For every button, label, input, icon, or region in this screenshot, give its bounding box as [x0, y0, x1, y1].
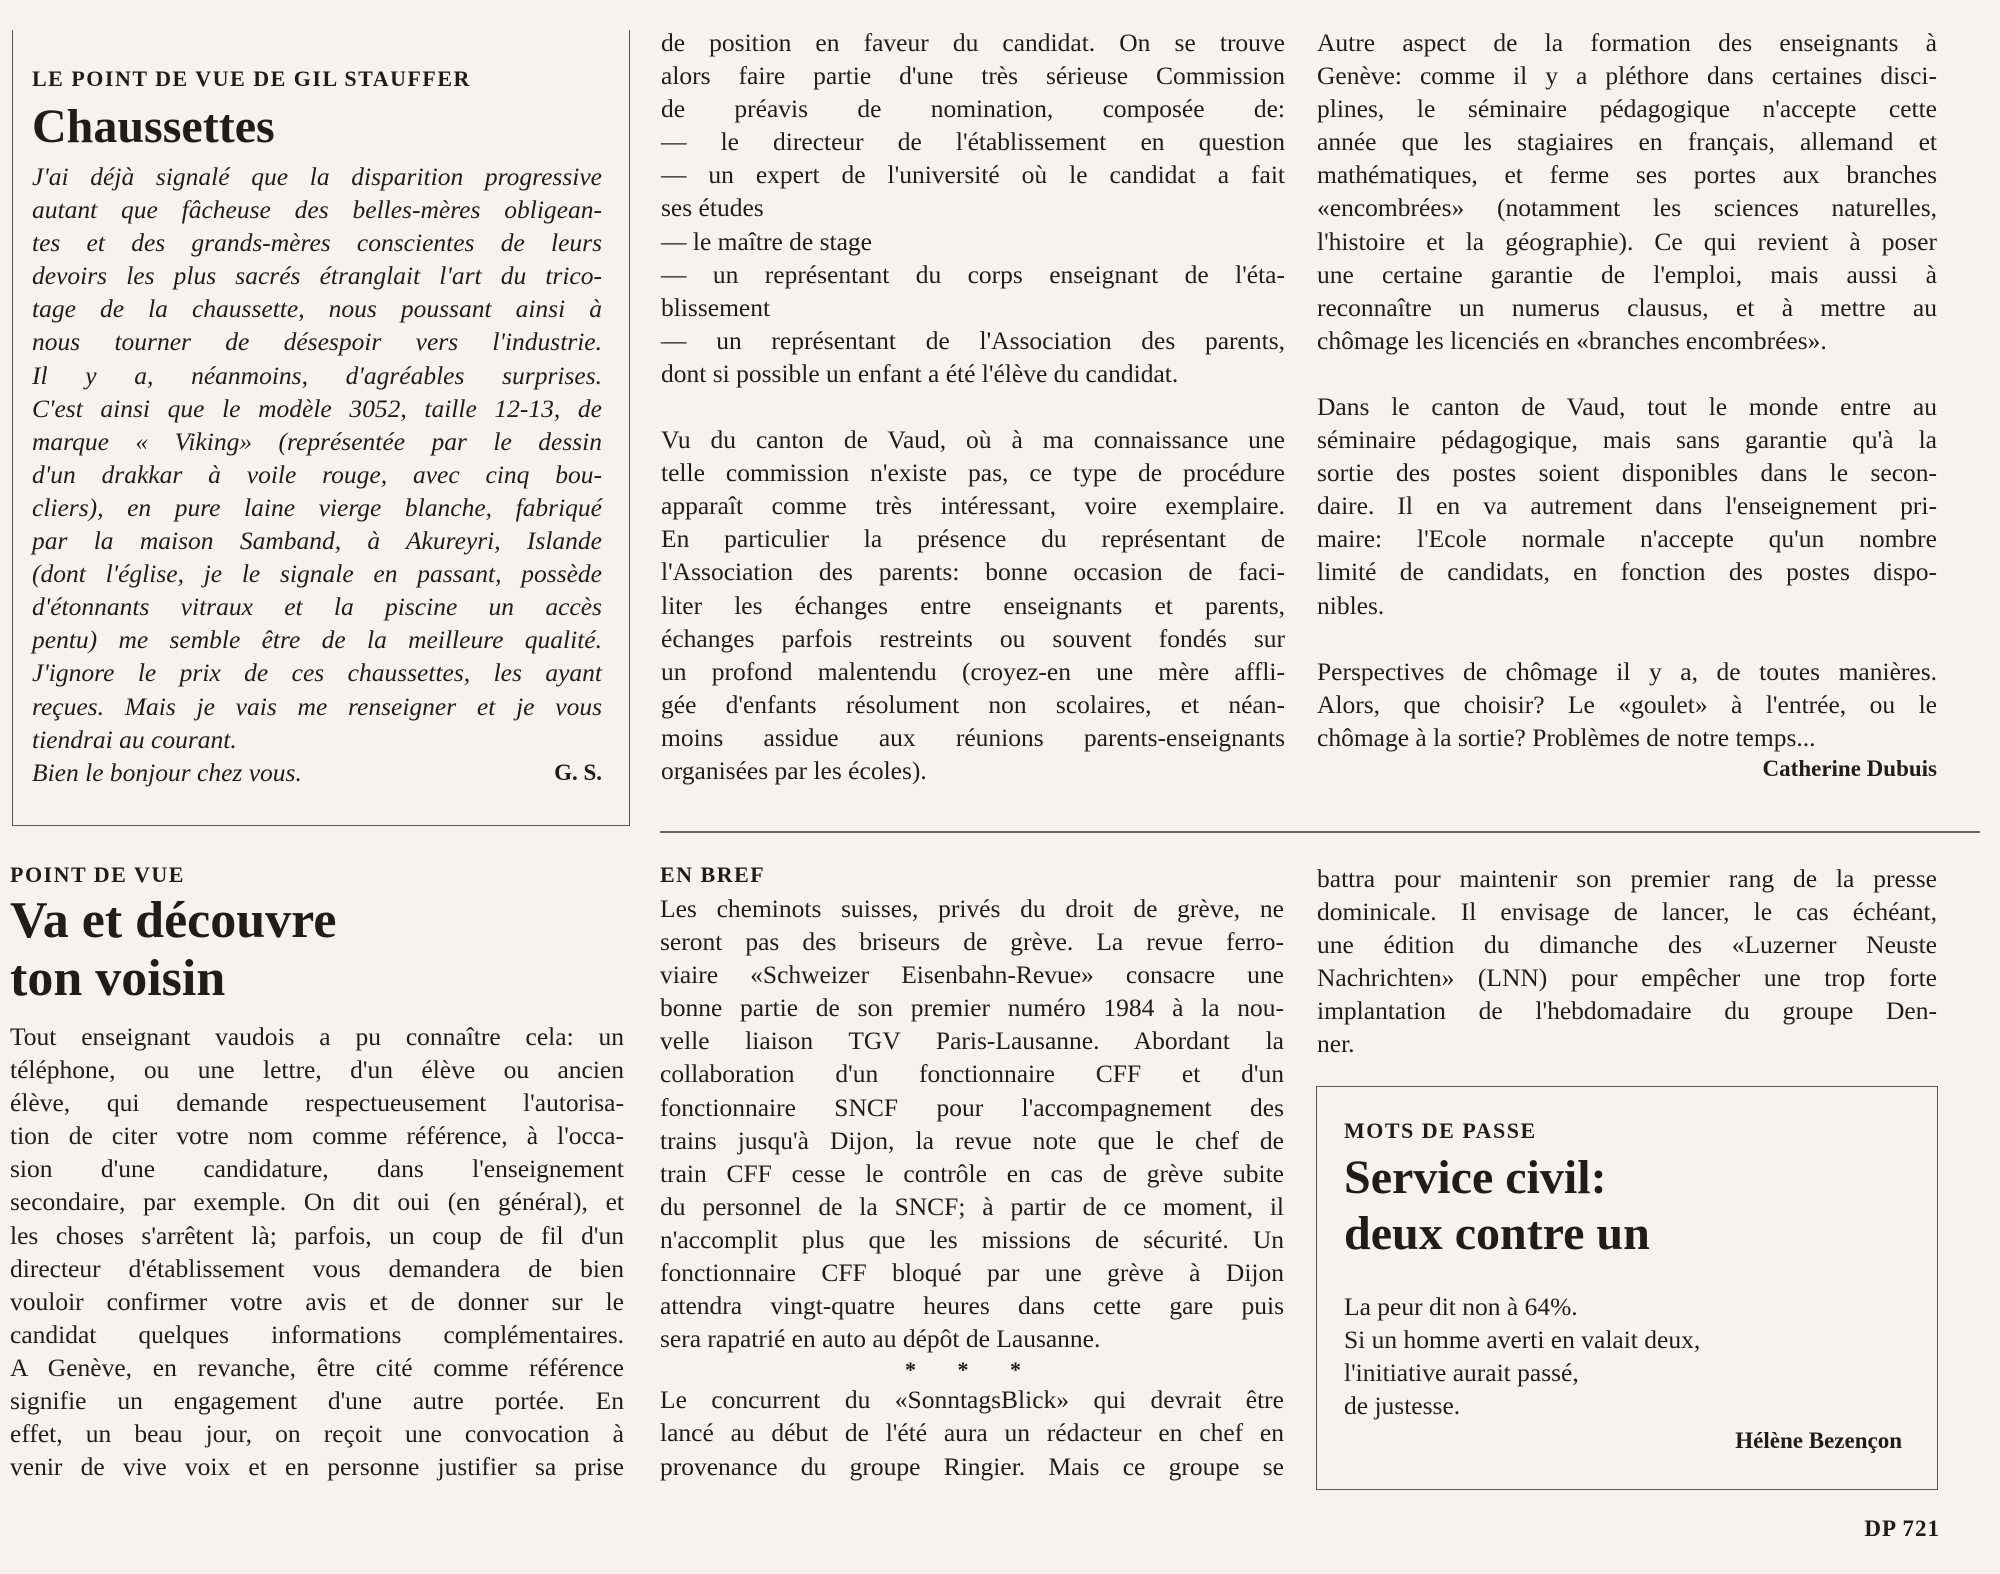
- text-line: Genève: comme il y a pléthore dans certaines disci-: [1317, 61, 1937, 91]
- text-line: du personnel de la SNCF; à partir de ce moment, il: [660, 1191, 1284, 1221]
- text-line: chômage à la sortie? Problèmes de notre temps...: [1317, 722, 1816, 752]
- text-line: alors faire partie d'une très sérieuse Commission: [661, 61, 1285, 91]
- text-line: J'ai déjà signalé que la disparition progressive: [32, 162, 602, 191]
- en-bref-kicker: EN BREF: [660, 862, 766, 887]
- text-line: chômage les licenciés en «branches encombrées».: [1317, 325, 1827, 355]
- page-number: DP 721: [1864, 1516, 1940, 1541]
- text-line: nous tourner de désespoir vers l'industrie.: [32, 327, 602, 357]
- text-line: Dans le canton de Vaud, tout le monde entre au: [1317, 391, 1937, 421]
- text-line: gée d'enfants résolument non scolaires, et néan-: [661, 689, 1285, 719]
- text-line: apparaît comme très intéressant, voire exemplaire.: [661, 491, 1285, 521]
- text-line: tion de citer votre nom comme référence, à l'occa-: [10, 1121, 624, 1151]
- text-line: séminaire pédagogique, mais sans garantie qu'à la: [1317, 425, 1937, 455]
- text-line: seront pas des briseurs de grève. La revue ferro-: [660, 927, 1284, 957]
- verse-line: de justesse.: [1344, 1391, 1461, 1421]
- text-line: échanges parfois restreints ou souvent fondés sur: [661, 623, 1285, 653]
- text-line: par la maison Samband, à Akureyri, Islande: [32, 526, 602, 556]
- chaussettes-kicker: LE POINT DE VUE DE GIL STAUFFER: [32, 66, 471, 91]
- text-line: Les cheminots suisses, privés du droit de grève, ne: [660, 894, 1284, 923]
- commission-paragraph: [661, 26, 1285, 390]
- voisin-title-line-2: ton voisin: [10, 950, 226, 1007]
- text-line: organisées par les écoles).: [661, 755, 927, 785]
- text-line: dominicale. Il envisage de lancer, le cas échéant,: [1317, 897, 1937, 927]
- text-line: de position en faveur du candidat. On se trouve: [661, 28, 1285, 57]
- vaud-paragraph: [661, 423, 1285, 787]
- mots-title-line-2: deux contre un: [1344, 1207, 1650, 1260]
- text-line: A Genève, en revanche, être cité comme référence: [10, 1352, 624, 1382]
- text-line: plines, le séminaire pédagogique n'accepte cette: [1317, 94, 1937, 124]
- text-line: — un expert de l'université où le candidat a fait: [661, 160, 1285, 190]
- cheminots-paragraph: [660, 892, 1284, 1355]
- text-line: dont si possible un enfant a été l'élève du candidat.: [661, 358, 1179, 388]
- voisin-body: [10, 1020, 624, 1483]
- text-line: maire: l'Ecole normale n'accepte qu'un nombre: [1317, 524, 1937, 554]
- text-line: implantation de l'hebdomadaire du groupe Den-: [1317, 996, 1937, 1026]
- verse-line: Si un homme averti en valait deux,: [1344, 1325, 1701, 1355]
- top-middle-column: [661, 26, 1285, 787]
- text-line: Le concurrent du «SonntagsBlick» qui devrait être: [660, 1385, 1284, 1415]
- text-line: une édition du dimanche des «Luzerner Neuste: [1317, 930, 1937, 960]
- text-line: J'ignore le prix de ces chaussettes, les ayant: [32, 658, 602, 688]
- text-line: secondaire, par exemple. On dit oui (en général), et: [10, 1187, 624, 1217]
- ringier-paragraph: [1317, 862, 1937, 1061]
- en-bref-article: [660, 862, 1284, 1483]
- text-line: blissement: [661, 292, 771, 322]
- text-line: telle commission n'existe pas, ce type de procédure: [661, 458, 1285, 488]
- vaud-seminaire-paragraph: [1317, 390, 1937, 622]
- text-line: l'histoire et la géographie). Ce qui revient à poser: [1317, 226, 1937, 256]
- chaussettes-article: [32, 66, 602, 789]
- text-line: pentu) me semble être de la meilleure qualité.: [32, 625, 602, 655]
- text-line: tage de la chaussette, nous poussant ainsi à: [32, 294, 602, 324]
- text-line: sion d'une candidature, dans l'enseignement: [10, 1154, 624, 1184]
- text-line: trains jusqu'à Dijon, la revue note que le chef de: [660, 1125, 1284, 1155]
- verse-line: La peur dit non à 64%.: [1344, 1292, 1578, 1321]
- text-line: les choses s'arrêtent là; parfois, un coup de fil d'un: [10, 1220, 624, 1250]
- text-line: de préavis de nomination, composée de:: [661, 94, 1285, 124]
- text-line: Vu du canton de Vaud, où à ma connaissance une: [661, 425, 1285, 455]
- voisin-article: [10, 862, 624, 1483]
- text-line: lancé au début de l'été aura un rédacteur en chef en: [660, 1418, 1284, 1448]
- sonntagsblick-paragraph: [660, 1383, 1284, 1482]
- chaussettes-signature: G. S.: [554, 759, 602, 785]
- perspectives-paragraph: [1317, 655, 1937, 754]
- text-line: n'accomplit plus que les missions de sécurité. Un: [660, 1224, 1284, 1254]
- text-line: liter les échanges entre enseignants et parents,: [661, 590, 1285, 620]
- text-line: limité de candidats, en fonction des postes dispo-: [1317, 557, 1937, 587]
- text-line: C'est ainsi que le modèle 3052, taille 12-13, de: [32, 393, 602, 423]
- text-line: Nachrichten» (LNN) pour empêcher une trop forte: [1317, 963, 1937, 993]
- text-line: vouloir confirmer votre avis et de donner sur le: [10, 1286, 624, 1316]
- text-line: directeur d'établissement vous demandera de bien: [10, 1253, 624, 1283]
- text-line: ses études: [661, 193, 764, 223]
- text-line: un profond malentendu (croyez-en une mère affli-: [661, 656, 1285, 686]
- chaussettes-closing-row: [32, 756, 602, 789]
- chaussettes-body: [32, 160, 602, 756]
- text-line: Il y a, néanmoins, d'agréables surprises.: [32, 360, 602, 390]
- mots-title: [1344, 1150, 1910, 1262]
- star-separator: * * *: [905, 1357, 1039, 1383]
- chaussettes-title: Chaussettes: [32, 100, 275, 153]
- text-line: Tout enseignant vaudois a pu connaître cela: un: [10, 1022, 624, 1051]
- text-line: (dont l'église, je le signale en passant, possède: [32, 559, 602, 589]
- top-right-column: [1317, 26, 1937, 782]
- text-line: candidat quelques informations complémentaires.: [10, 1319, 624, 1349]
- mots-de-passe-article: [1344, 1118, 1910, 1454]
- bezencon-signature: Hélène Bezençon: [1735, 1428, 1902, 1454]
- text-line: moins assidue aux réunions parents-enseignants: [661, 722, 1285, 752]
- mots-title-line-1: Service civil:: [1344, 1151, 1607, 1204]
- text-line: battra pour maintenir son premier rang de la presse: [1317, 864, 1937, 893]
- text-line: provenance du groupe Ringier. Mais ce groupe se: [660, 1451, 1284, 1481]
- text-line: train CFF cesse le contrôle en cas de grève subite: [660, 1158, 1284, 1188]
- text-line: fonctionnaire CFF bloqué par une grève à Dijon: [660, 1258, 1284, 1288]
- section-divider: [660, 831, 1980, 833]
- text-line: Alors, que choisir? Le «goulet» à l'entrée, ou le: [1317, 689, 1937, 719]
- text-line: l'Association des parents: bonne occasion de faci-: [661, 557, 1285, 587]
- text-line: Autre aspect de la formation des enseignants à: [1317, 28, 1937, 57]
- text-line: attendra vingt-quatre heures dans cette gare puis: [660, 1291, 1284, 1321]
- text-line: tes et des grands-mères conscientes de leurs: [32, 228, 602, 258]
- text-line: — le maître de stage: [661, 226, 872, 256]
- text-line: élève, qui demande respectueusement l'autorisa-: [10, 1088, 624, 1118]
- text-line: reconnaître un numerus clausus, et à mettre au: [1317, 292, 1937, 322]
- text-line: bonne partie de son premier numéro 1984 à la nou-: [660, 993, 1284, 1023]
- text-line: «encombrées» (notamment les sciences naturelles,: [1317, 193, 1937, 223]
- text-line: En particulier la présence du représentant de: [661, 524, 1285, 554]
- text-line: Perspectives de chômage il y a, de toutes manières.: [1317, 656, 1937, 686]
- text-line: tiendrai au courant.: [32, 724, 237, 754]
- voisin-title: [10, 892, 624, 1008]
- mots-body: [1344, 1290, 1910, 1422]
- text-line: ner.: [1317, 1029, 1355, 1059]
- text-line: — le directeur de l'établissement en question: [661, 127, 1285, 157]
- text-line: — un représentant du corps enseignant de l'éta-: [661, 259, 1285, 289]
- chaussettes-closing: Bien le bonjour chez vous.: [32, 757, 302, 787]
- voisin-kicker: POINT DE VUE: [10, 862, 185, 887]
- text-line: une certaine garantie de l'emploi, mais aussi à: [1317, 259, 1937, 289]
- text-line: mathématiques, et ferme ses portes aux branches: [1317, 160, 1937, 190]
- text-line: nibles.: [1317, 590, 1385, 620]
- text-line: fonctionnaire SNCF pour l'accompagnement des: [660, 1092, 1284, 1122]
- text-line: autant que fâcheuse des belles-mères obligean-: [32, 195, 602, 225]
- text-line: devoirs les plus sacrés étranglait l'art du trico-: [32, 261, 602, 291]
- text-line: reçues. Mais je vais me renseigner et je vous: [32, 691, 602, 721]
- text-line: velle liaison TGV Paris-Lausanne. Abordant la: [660, 1026, 1284, 1056]
- text-line: effet, un beau jour, on reçoit une convocation à: [10, 1419, 624, 1449]
- text-line: téléphone, ou une lettre, d'un élève ou ancien: [10, 1055, 624, 1085]
- text-line: d'un drakkar à voile rouge, avec cinq bou-: [32, 459, 602, 489]
- text-line: daire. Il en va autrement dans l'enseignement pri-: [1317, 491, 1937, 521]
- text-line: collaboration d'un fonctionnaire CFF et d'un: [660, 1059, 1284, 1089]
- text-line: sera rapatrié en auto au dépôt de Lausanne.: [660, 1324, 1101, 1354]
- geneve-paragraph: [1317, 26, 1937, 357]
- text-line: cliers), en pure laine vierge blanche, fabriqué: [32, 492, 602, 522]
- text-line: viaire «Schweizer Eisenbahn-Revue» consacre une: [660, 960, 1284, 990]
- text-line: sortie des postes soient disponibles dans le secon-: [1317, 458, 1937, 488]
- text-line: venir de vive voix et en personne justifier sa prise: [10, 1452, 624, 1482]
- verse-line: l'initiative aurait passé,: [1344, 1358, 1579, 1388]
- text-line: — un représentant de l'Association des parents,: [661, 325, 1285, 355]
- voisin-title-line-1: Va et découvre: [10, 892, 337, 949]
- bottom-right-column: [1317, 862, 1937, 1061]
- text-line: marque « Viking» (représentée par le dessin: [32, 426, 602, 456]
- text-line: année que les stagiaires en français, allemand et: [1317, 127, 1937, 157]
- mots-kicker: MOTS DE PASSE: [1344, 1118, 1537, 1143]
- dubuis-signature: Catherine Dubuis: [1762, 755, 1937, 781]
- text-line: d'étonnants vitraux et la piscine un accès: [32, 592, 602, 622]
- text-line: signifie un engagement d'une autre portée. En: [10, 1386, 624, 1416]
